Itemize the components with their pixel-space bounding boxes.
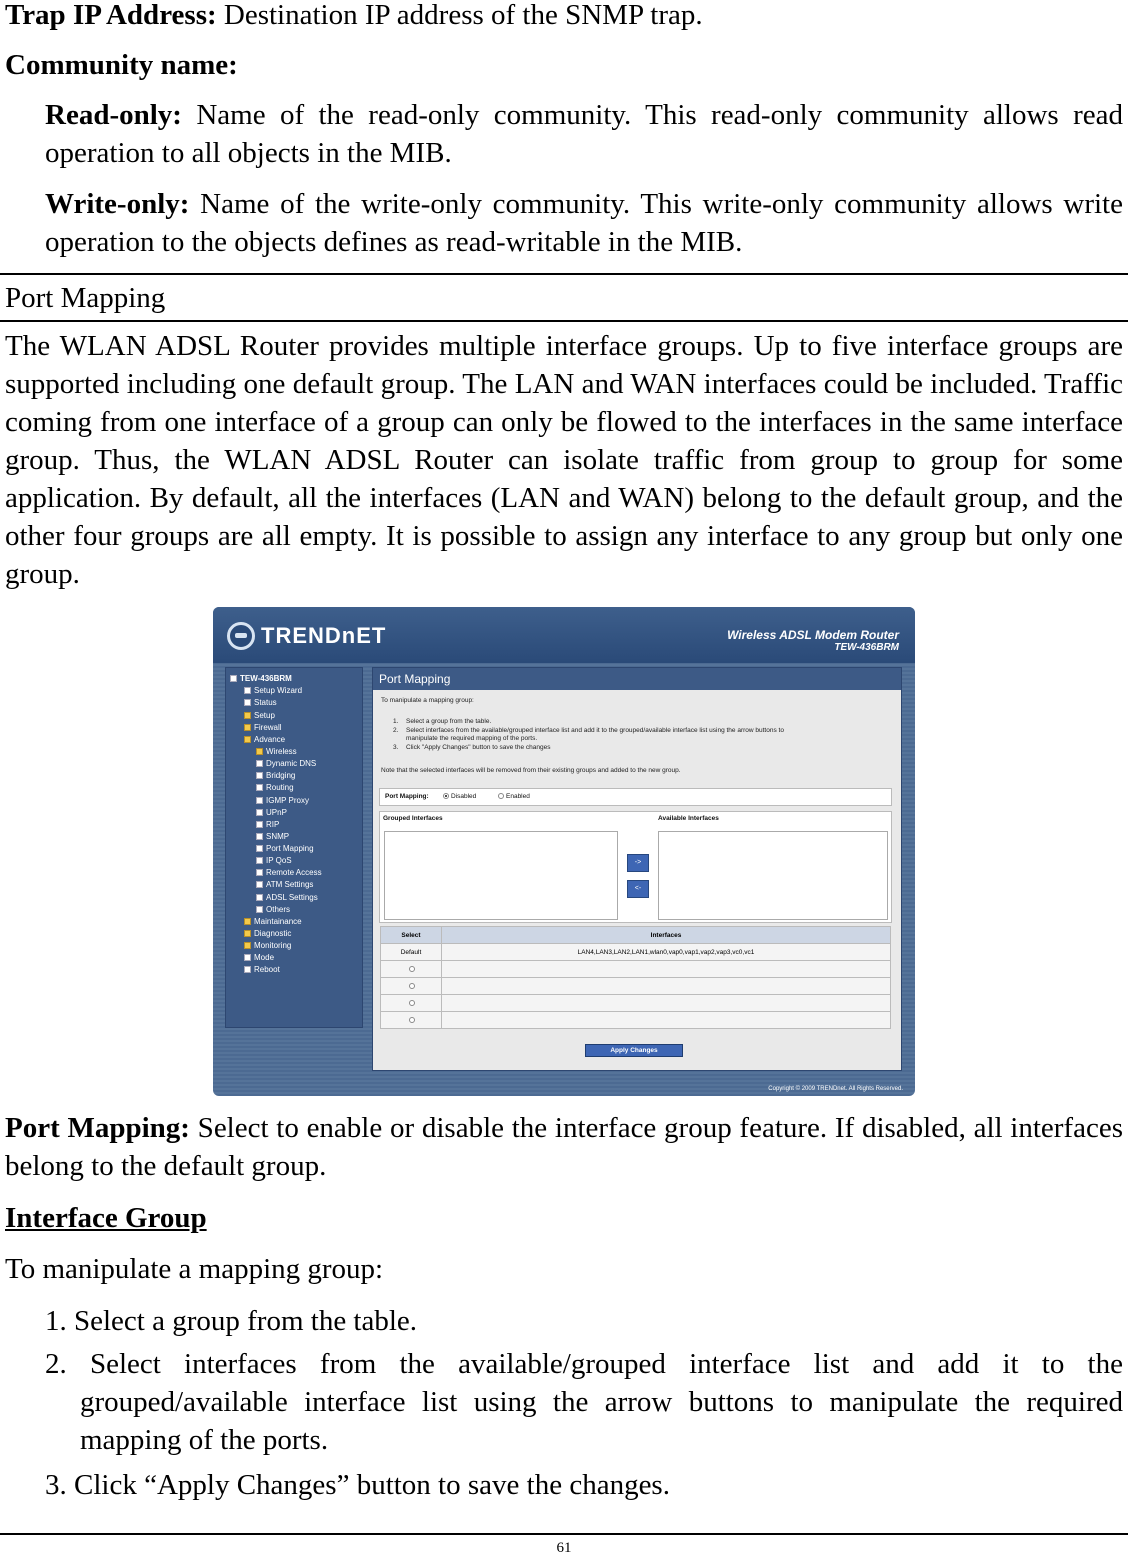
table-row[interactable] <box>381 995 891 1012</box>
nav-label: IGMP Proxy <box>266 796 309 805</box>
nav-label: Others <box>266 905 291 914</box>
nav-label: Firewall <box>254 723 282 732</box>
section-rule-bottom <box>0 320 1128 322</box>
select-cell[interactable] <box>381 995 442 1012</box>
page-icon <box>256 869 263 876</box>
radio-icon[interactable] <box>409 966 415 972</box>
nav-label: IP QoS <box>266 856 292 865</box>
panel-note: Note that the selected interfaces will be removed from their existing groups and added to the new group. <box>381 767 681 774</box>
page-icon <box>256 857 263 864</box>
nav-item-port-mapping[interactable] <box>256 844 314 854</box>
table-header-row <box>381 927 891 944</box>
readonly-text: Name of the read-only community. This read-only community allows read operation to all objects in the MIB. <box>45 99 1123 169</box>
nav-label: Wireless <box>266 747 297 756</box>
page-icon <box>256 894 263 901</box>
page-icon <box>256 784 263 791</box>
intro-paragraph: The WLAN ADSL Router provides multiple interface groups. Up to five interface groups are supported including one default group. The LAN and WAN interfaces could be included. Traffic coming from one interface of a group can only be flowed to the interfaces in the same interface group. Thus, the WLAN ADSL Router can isolate traffic from group to group for some application. By default, all the interfaces (LAN and WAN) belong to the default group, and the other four groups are all empty. It is possible to assign any interface to any group but only one group. <box>5 330 1123 590</box>
grouped-interfaces-list[interactable] <box>384 831 618 920</box>
radio-enabled-label: Enabled <box>506 793 530 800</box>
writeonly-paragraph <box>45 185 1123 261</box>
panel-step2a: Select interfaces from the available/grouped interface list and add it to the grouped/available interface list using the arrow buttons to <box>406 727 784 734</box>
nav-item-mode[interactable] <box>244 953 274 963</box>
port-mapping-text: Select to enable or disable the interface group feature. If disabled, all interfaces belong to the default group. <box>5 1112 1123 1182</box>
radio-icon[interactable] <box>409 983 415 989</box>
radio-icon[interactable] <box>409 1000 415 1006</box>
table-row[interactable] <box>381 944 891 961</box>
folder-icon <box>244 724 251 731</box>
nav-tree <box>225 667 363 1028</box>
section-rule-top <box>0 273 1128 275</box>
nav-item-advance[interactable] <box>244 735 285 745</box>
folder-icon <box>244 942 251 949</box>
nav-item-wireless[interactable] <box>256 747 297 757</box>
nav-label: ADSL Settings <box>266 893 318 902</box>
nav-label: ATM Settings <box>266 880 314 889</box>
port-mapping-field-label: Port Mapping: <box>385 793 429 800</box>
nav-label: Maintainance <box>254 917 302 926</box>
nav-item-remote-access[interactable] <box>256 868 322 878</box>
nav-label: Setup <box>254 711 275 720</box>
nav-label: Reboot <box>254 965 280 974</box>
nav-label: Advance <box>254 735 286 744</box>
panel-intro: To manipulate a mapping group: <box>381 697 474 704</box>
apply-changes-button[interactable]: Apply Changes <box>585 1044 683 1057</box>
interfaces-cell <box>442 995 891 1012</box>
grouped-label: Grouped Interfaces <box>383 815 443 822</box>
page-icon <box>256 797 263 804</box>
computer-icon <box>230 675 237 682</box>
logo-text: TRENDnET <box>261 623 387 648</box>
panel-step3-num: 3. <box>393 744 399 751</box>
page-icon <box>244 966 251 973</box>
page-icon <box>244 954 251 961</box>
nav-label: TEW-436BRM <box>240 674 292 683</box>
table-row[interactable] <box>381 1012 891 1029</box>
row-default-interfaces: LAN4,LAN3,LAN2,LAN1,wlan0,vap0,vap1,vap2,vap3,vc0,vc1 <box>442 944 891 961</box>
page-icon <box>256 772 263 779</box>
table-row[interactable] <box>381 978 891 995</box>
port-mapping-label: Port Mapping: <box>5 1112 190 1144</box>
page-icon <box>244 687 251 694</box>
nav-item-routing[interactable] <box>256 783 294 793</box>
page-icon <box>256 821 263 828</box>
nav-label: Diagnostic <box>254 929 292 938</box>
nav-item-upnp[interactable] <box>256 808 287 818</box>
page-icon <box>256 906 263 913</box>
nav-item-diagnostic[interactable] <box>244 929 291 939</box>
panel-step3: Click "Apply Changes" button to save the changes <box>406 744 551 751</box>
folder-icon <box>244 918 251 925</box>
nav-label: RIP <box>266 820 280 829</box>
nav-item-igmp-proxy[interactable] <box>256 796 309 806</box>
nav-item-snmp[interactable] <box>256 832 289 842</box>
nav-item-setup-wizard[interactable] <box>244 686 302 696</box>
nav-label: Port Mapping <box>266 844 314 853</box>
table-row[interactable] <box>381 961 891 978</box>
nav-item-firewall[interactable] <box>244 723 282 733</box>
move-left-button[interactable]: <- <box>627 880 649 898</box>
available-interfaces-list[interactable] <box>658 831 888 920</box>
trap-ip-paragraph <box>5 0 703 34</box>
nav-label: Setup Wizard <box>254 686 303 695</box>
radio-on-icon <box>443 793 449 799</box>
group-table <box>380 926 891 1029</box>
readonly-paragraph <box>45 96 1123 172</box>
nav-label: Dynamic DNS <box>266 759 317 768</box>
folder-icon <box>244 712 251 719</box>
interfaces-cell <box>442 961 891 978</box>
port-mapping-paragraph <box>5 1109 1123 1185</box>
community-heading <box>5 46 238 84</box>
select-cell[interactable] <box>381 961 442 978</box>
trap-ip-label: Trap IP Address: <box>5 0 217 31</box>
writeonly-label: Write-only: <box>45 188 190 220</box>
interface-group-title: Interface Group <box>5 1202 207 1234</box>
nav-item-adsl-settings[interactable] <box>256 893 318 903</box>
folder-open-icon <box>244 736 251 743</box>
page-icon <box>256 760 263 767</box>
writeonly-text: Name of the write-only community. This write-only community allows write operation to the objects defines as read-writable in the MIB. <box>45 188 1123 258</box>
radio-off-icon <box>498 793 504 799</box>
nav-item-atm-settings[interactable] <box>256 880 313 890</box>
port-mapping-bar <box>379 788 892 806</box>
page-number: 61 <box>556 1540 572 1556</box>
folder-icon <box>244 930 251 937</box>
interface-group-intro: To manipulate a mapping group: <box>5 1253 384 1285</box>
router-header <box>213 607 915 663</box>
nav-item-ip-qos[interactable] <box>256 856 292 866</box>
nav-item-others[interactable] <box>256 905 290 915</box>
nav-label: Monitoring <box>254 941 292 950</box>
interfaces-area <box>379 811 892 923</box>
radio-disabled-label: Disabled <box>451 793 477 800</box>
nav-item-rip[interactable] <box>256 820 279 830</box>
nav-item-reboot[interactable] <box>244 965 280 975</box>
panel-step1: Select a group from the table. <box>406 718 492 725</box>
product-name <box>727 629 899 654</box>
page-icon <box>256 881 263 888</box>
nav-item-setup[interactable] <box>244 711 275 721</box>
select-cell[interactable] <box>381 1012 442 1029</box>
nav-label: Status <box>254 698 277 707</box>
nav-label: Bridging <box>266 771 296 780</box>
product-line1: Wireless ADSL Modem Router <box>727 628 899 642</box>
col-select: Select <box>381 927 442 944</box>
step-1: 1. Select a group from the table. <box>45 1305 418 1337</box>
page-icon <box>256 833 263 840</box>
content-panel <box>372 667 902 1071</box>
router-screenshot <box>213 607 915 1096</box>
page-icon <box>256 845 263 852</box>
step-2: 2. Select interfaces from the available/grouped interface list and add it to the grouped/available interface list using the arrow buttons to manipulate the required mapping of the ports. <box>45 1348 1123 1456</box>
trendnet-logo <box>227 621 386 651</box>
radio-enabled[interactable] <box>495 793 530 800</box>
nav-label: SNMP <box>266 832 290 841</box>
nav-item-monitoring[interactable] <box>244 941 291 951</box>
step-3: 3. Click “Apply Changes” button to save the changes. <box>45 1469 670 1501</box>
folder-icon <box>256 748 263 755</box>
nav-label: Remote Access <box>266 868 322 877</box>
nav-item-dynamic-dns[interactable] <box>256 759 316 769</box>
interfaces-cell <box>442 978 891 995</box>
trendnet-logo-icon <box>227 622 255 650</box>
panel-step2b: manipulate the required mapping of the ports. <box>406 735 538 742</box>
nav-label: Routing <box>266 783 294 792</box>
page-icon <box>244 699 251 706</box>
footer-rule <box>0 1533 1128 1535</box>
nav-item-bridging[interactable] <box>256 771 295 781</box>
section-title: Port Mapping <box>5 282 166 314</box>
readonly-label: Read-only: <box>45 99 182 131</box>
available-label: Available Interfaces <box>658 815 719 822</box>
community-label: Community name: <box>5 49 238 81</box>
nav-item-status[interactable] <box>244 698 277 708</box>
panel-step1-num: 1. <box>393 718 399 725</box>
radio-disabled[interactable] <box>440 793 476 800</box>
nav-label: Mode <box>254 953 275 962</box>
panel-title: Port Mapping <box>373 668 901 690</box>
trap-ip-text: Destination IP address of the SNMP trap. <box>216 0 703 31</box>
product-line2: TEW-436BRM <box>834 642 899 653</box>
page-icon <box>256 809 263 816</box>
copyright: Copyright © 2009 TRENDnet. All Rights Reserved. <box>768 1086 903 1092</box>
nav-item-maintainance[interactable] <box>244 917 302 927</box>
radio-icon[interactable] <box>409 1017 415 1023</box>
interfaces-cell <box>442 1012 891 1029</box>
row-default-label: Default <box>381 944 442 961</box>
nav-label: UPnP <box>266 808 287 817</box>
panel-step2-num: 2. <box>393 727 399 734</box>
nav-item-root[interactable] <box>230 674 292 684</box>
col-interfaces: Interfaces <box>442 927 891 944</box>
move-right-button[interactable]: -> <box>627 854 649 872</box>
select-cell[interactable] <box>381 978 442 995</box>
